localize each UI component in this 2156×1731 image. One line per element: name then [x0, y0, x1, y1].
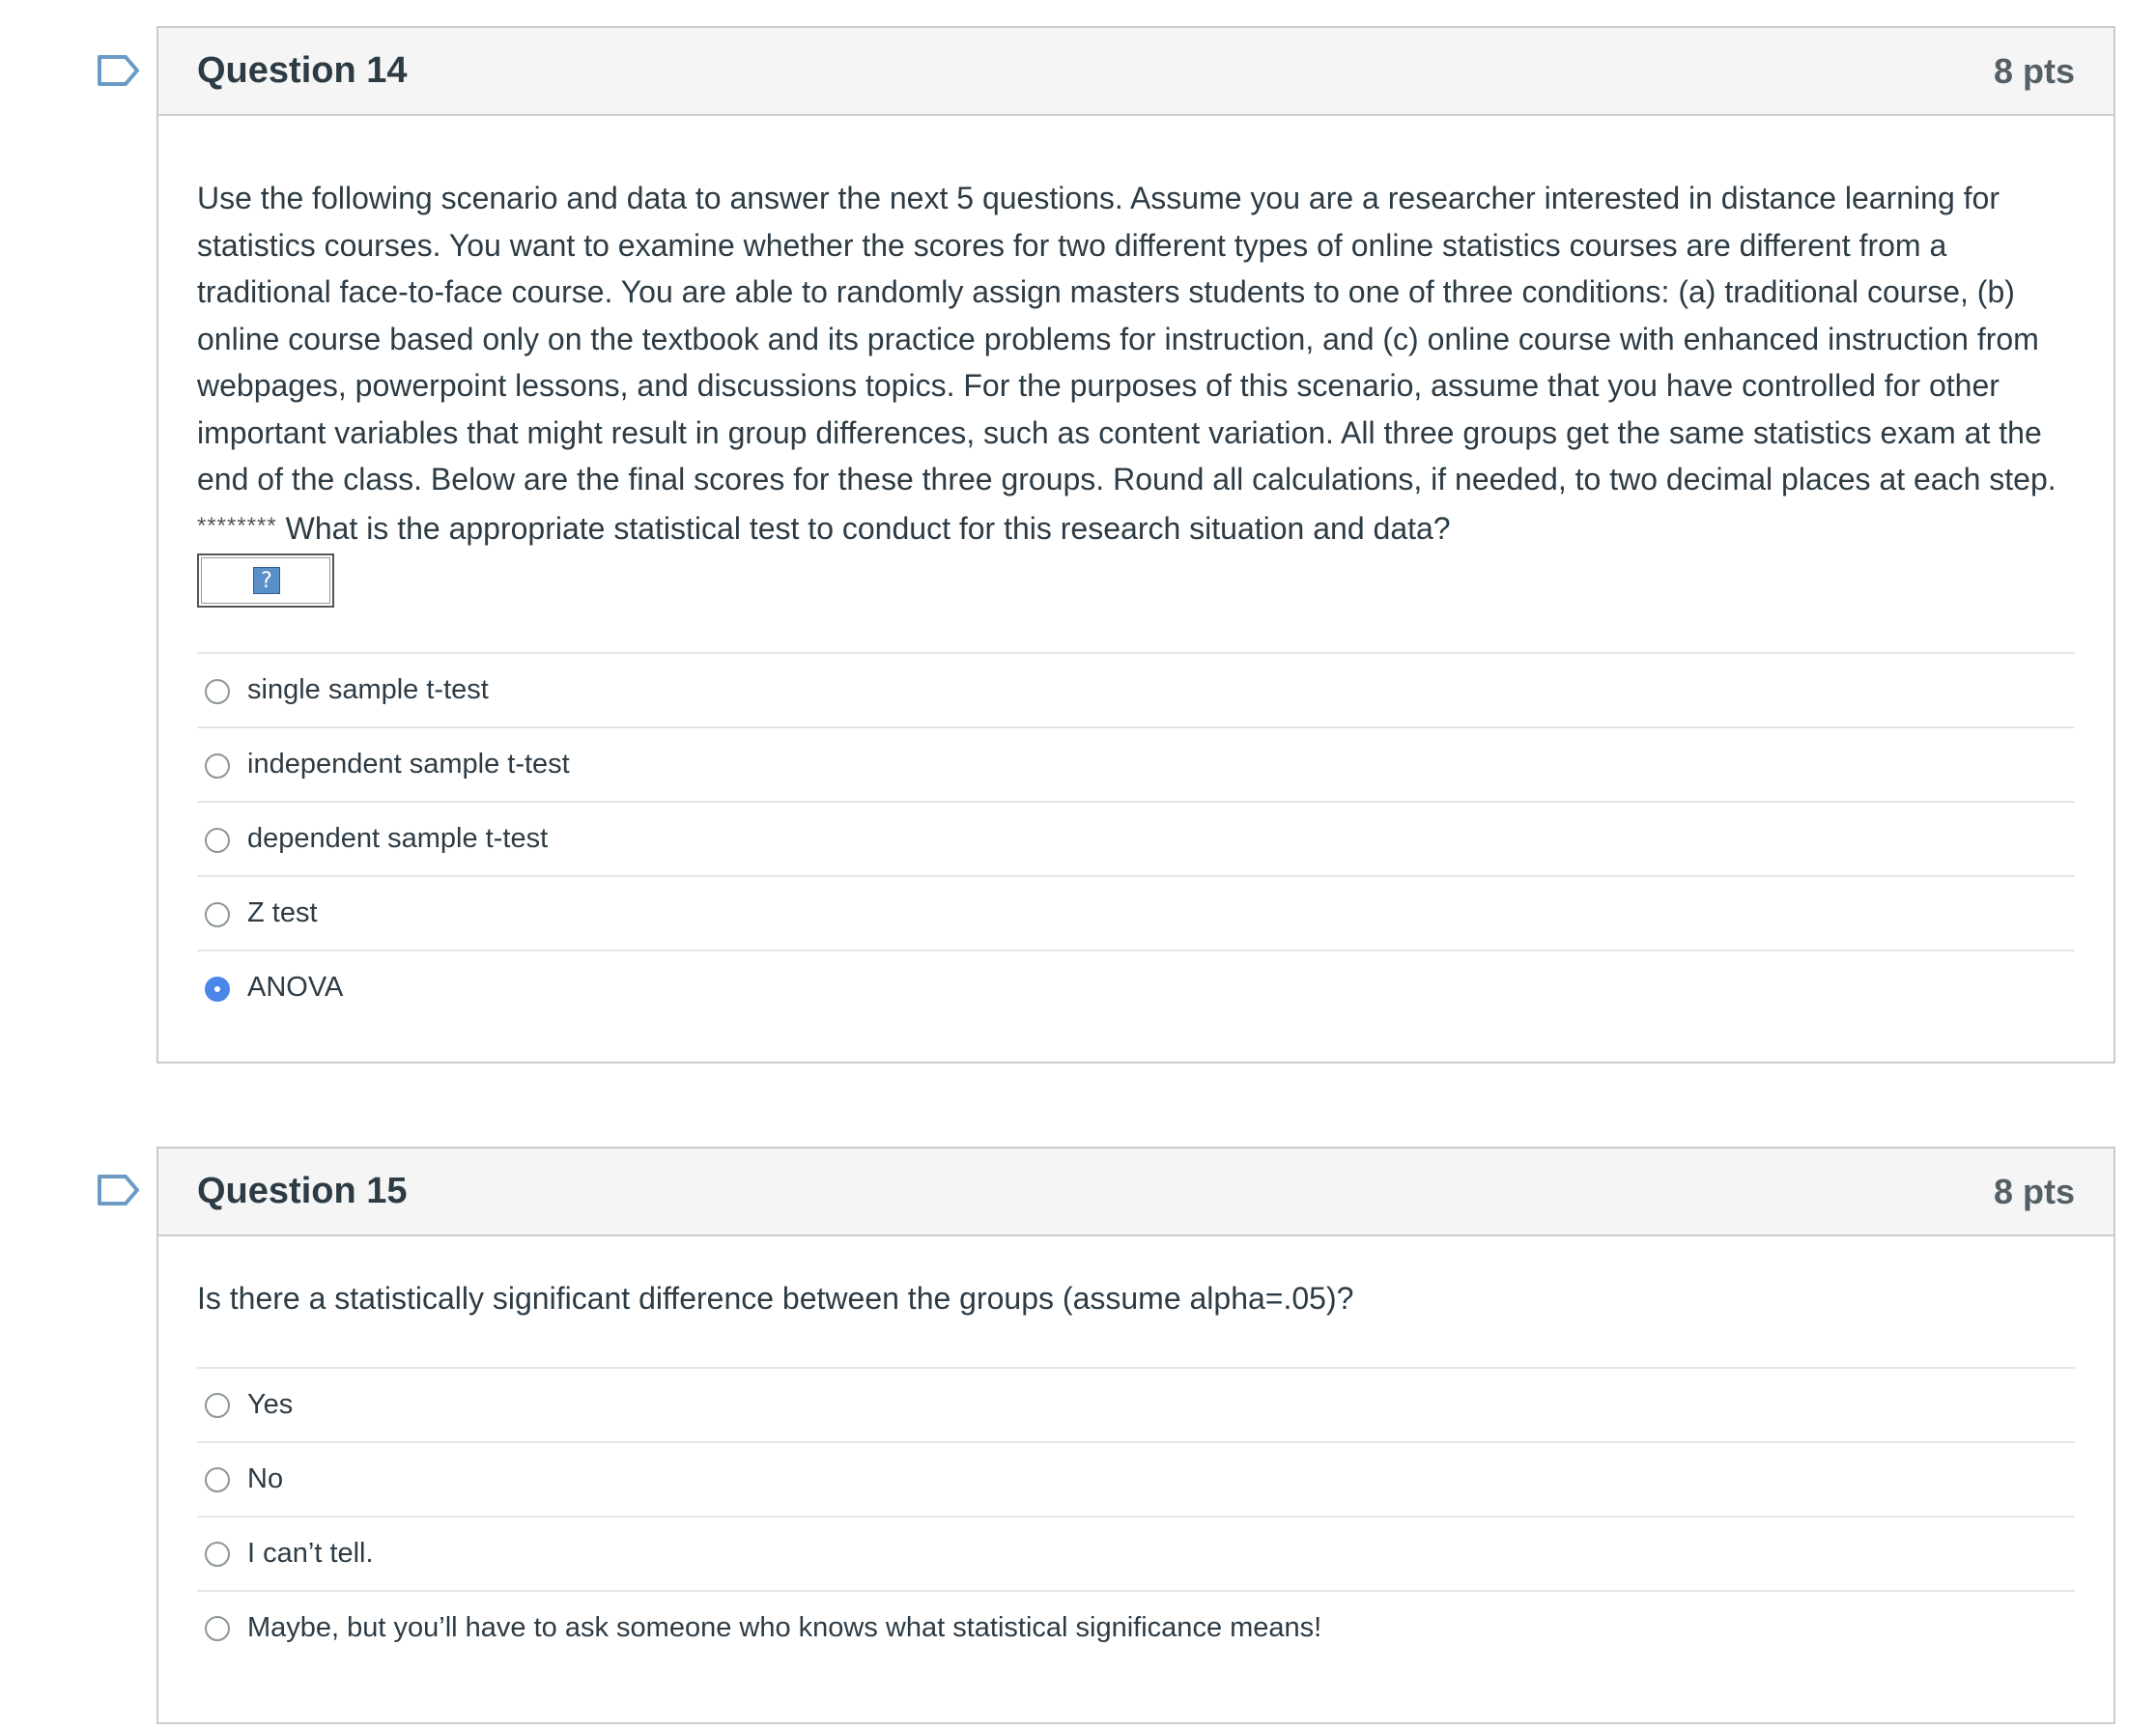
question-header	[158, 28, 2113, 116]
question-text-block	[197, 1236, 2075, 1322]
radio-icon[interactable]	[205, 1393, 230, 1418]
radio-icon[interactable]	[205, 902, 230, 927]
question-text: Use the following scenario and data to answer the next 5 questions. Assume you are a researcher interested in distance learning for statistics courses. You want to examine whether the scores for two different types of online statistics courses are different from a traditional face-to-face course. You are able to randomly assign masters students to one of three conditions: (a) traditional course, (b) online course based only on the textbook and its practice problems for instruction, and (c) online course with enhanced instruction from webpages, powerpoint lessons, and discussions topics. For the purposes of this scenario, assume that you have controlled for other important variables that might result in group differences, such as content variation. All three groups get the same statistics exam at the end of the class. Below are the final scores for these three groups. Round all calculations, if needed, to two decimal places at each step.	[197, 181, 2057, 497]
answer-label: Yes	[247, 1388, 294, 1420]
question-card-15	[156, 1147, 2115, 1724]
radio-selected-icon[interactable]	[205, 977, 230, 1002]
question-header	[158, 1149, 2113, 1236]
answer-option[interactable]	[197, 654, 2075, 728]
answer-option[interactable]	[197, 1443, 2075, 1518]
answer-option[interactable]	[197, 803, 2075, 877]
radio-icon[interactable]	[205, 828, 230, 853]
question-points: 8 pts	[1993, 50, 2075, 91]
image-placeholder[interactable]	[197, 553, 334, 608]
answer-label: Maybe, but you’ll have to ask someone who knows what statistical significance means!	[247, 1611, 1322, 1643]
radio-icon[interactable]	[205, 1467, 230, 1492]
question-body	[158, 1236, 2113, 1664]
question-body	[158, 116, 2113, 1024]
answer-option-selected[interactable]	[197, 951, 2075, 1024]
question-prompt: What is the appropriate statistical test to conduct for this research situation and data?	[285, 510, 1451, 546]
radio-icon[interactable]	[205, 679, 230, 704]
answer-option[interactable]	[197, 1518, 2075, 1592]
flag-question-icon[interactable]	[97, 54, 141, 87]
question-text-block	[197, 116, 2075, 552]
radio-icon[interactable]	[205, 1542, 230, 1567]
answer-list	[197, 1367, 2075, 1664]
answer-label: ANOVA	[247, 972, 344, 1003]
question-title: Question 14	[197, 50, 408, 91]
answer-label: independent sample t-test	[247, 749, 570, 780]
question-title: Question 15	[197, 1171, 408, 1211]
answer-label: dependent sample t-test	[247, 823, 549, 854]
missing-image-icon: ?	[253, 567, 280, 594]
question-card-14	[156, 26, 2115, 1064]
question-points: 8 pts	[1993, 1171, 2075, 1211]
answer-label: I can’t tell.	[247, 1537, 374, 1569]
answer-list	[197, 652, 2075, 1024]
answer-option[interactable]	[197, 1369, 2075, 1443]
answer-option[interactable]	[197, 1592, 2075, 1664]
flag-question-icon[interactable]	[97, 1174, 141, 1206]
separator-stars: ********	[197, 512, 277, 539]
answer-label: Z test	[247, 897, 318, 928]
answer-label: No	[247, 1462, 284, 1494]
radio-icon[interactable]	[205, 1616, 230, 1641]
question-text: Is there a statistically significant difference between the groups (assume alpha=.05)?	[197, 1281, 1354, 1316]
answer-label: single sample t-test	[247, 674, 489, 705]
answer-option[interactable]	[197, 877, 2075, 951]
answer-option[interactable]	[197, 728, 2075, 803]
radio-icon[interactable]	[205, 753, 230, 779]
